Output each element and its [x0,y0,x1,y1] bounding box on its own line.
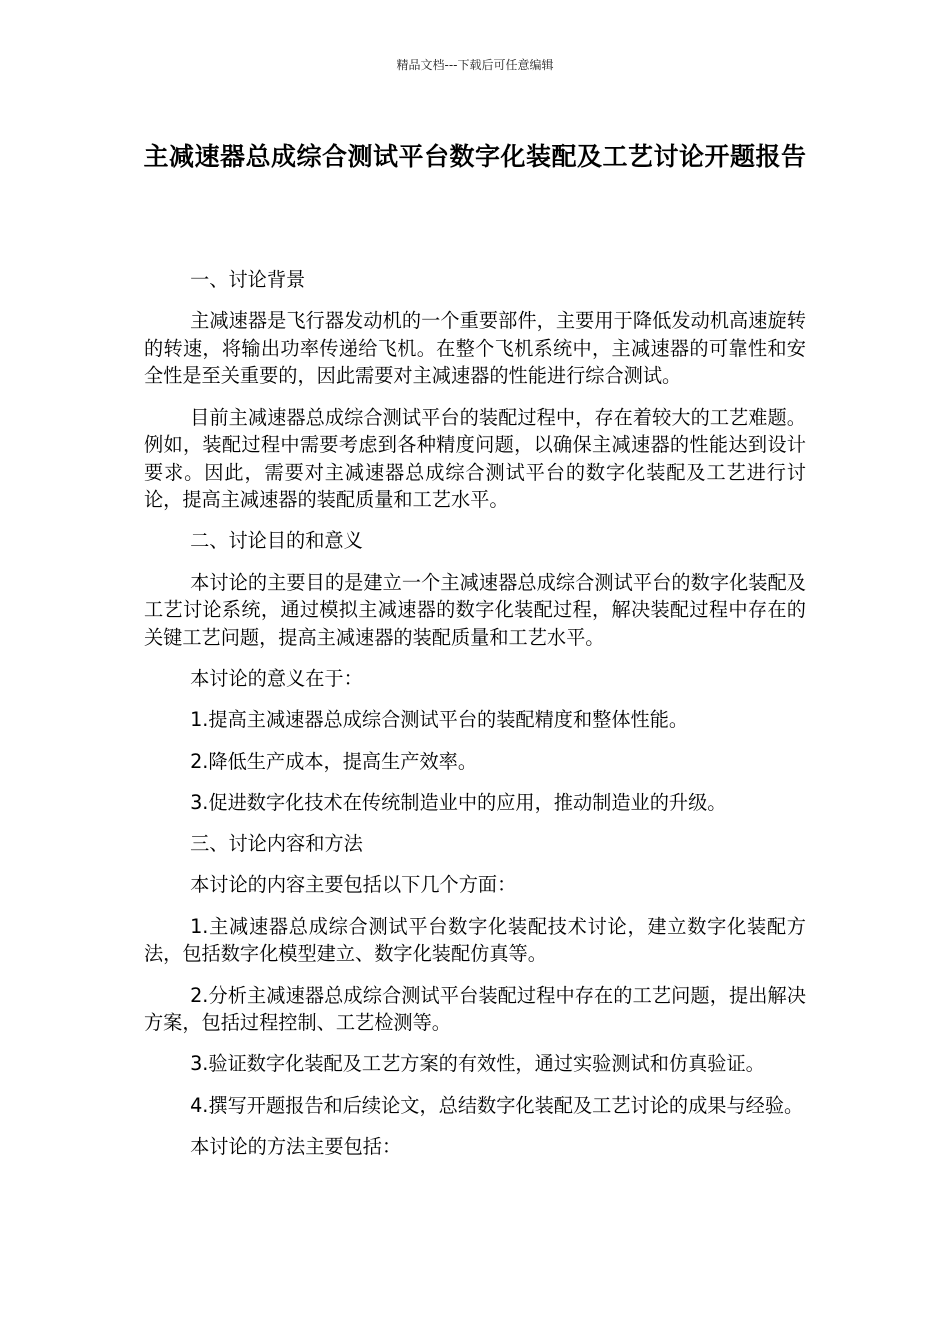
list-item: 4.撰写开题报告和后续论文，总结数字化装配及工艺讨论的成果与经验。 [190,1093,804,1117]
document-title: 主减速器总成综合测试平台数字化装配及工艺讨论开题报告 [143,142,807,171]
document-body [144,266,806,1174]
paragraph: 目前主减速器总成综合测试平台的装配过程中，存在着较大的工艺难题。例如，装配过程中需要考虑到各种精度问题，以确保主减速器的性能达到设计要求。因此，需要对主减速器总成综合测试平台的数字化装配及工艺进行讨论，提高主减速器的装配质量和工艺水平。 [144,405,806,512]
header-note: 精品文档---下载后可任意编辑 [396,58,554,72]
list-item: 3.验证数字化装配及工艺方案的有效性，通过实验测试和仿真验证。 [190,1052,765,1076]
list-item: 2.降低生产成本，提高生产效率。 [190,749,478,773]
section-heading-content: 三、讨论内容和方法 [190,832,363,856]
list-item: 1.主减速器总成综合测试平台数字化装配技术讨论，建立数字化装配方法，包括数字化模型建立、数字化装配仿真等。 [144,914,806,966]
paragraph: 本讨论的内容主要包括以下几个方面： [190,873,517,897]
paragraph: 本讨论的意义在于： [190,666,363,690]
paragraph: 本讨论的主要目的是建立一个主减速器总成综合测试平台的数字化装配及工艺讨论系统，通过模拟主减速器的数字化装配过程，解决装配过程中存在的关键工艺问题，提高主减速器的装配质量和工艺水平。 [144,570,806,649]
section-heading-background: 一、讨论背景 [190,268,306,291]
list-item: 1.提高主减速器总成综合测试平台的装配精度和整体性能。 [190,708,689,732]
paragraph: 本讨论的方法主要包括： [190,1134,402,1158]
paragraph: 主减速器是飞行器发动机的一个重要部件，主要用于降低发动机高速旋转的转速，将输出功率传递给飞机。在整个飞机系统中，主减速器的可靠性和安全性是至关重要的，因此需要对主减速器的性能进行综合测试。 [144,309,806,388]
section-heading-purpose: 二、讨论目的和意义 [190,529,363,553]
list-item: 3.促进数字化技术在传统制造业中的应用，推动制造业的升级。 [190,790,727,814]
list-item: 2.分析主减速器总成综合测试平台装配过程中存在的工艺问题，提出解决方案，包括过程控制、工艺检测等。 [144,983,806,1035]
